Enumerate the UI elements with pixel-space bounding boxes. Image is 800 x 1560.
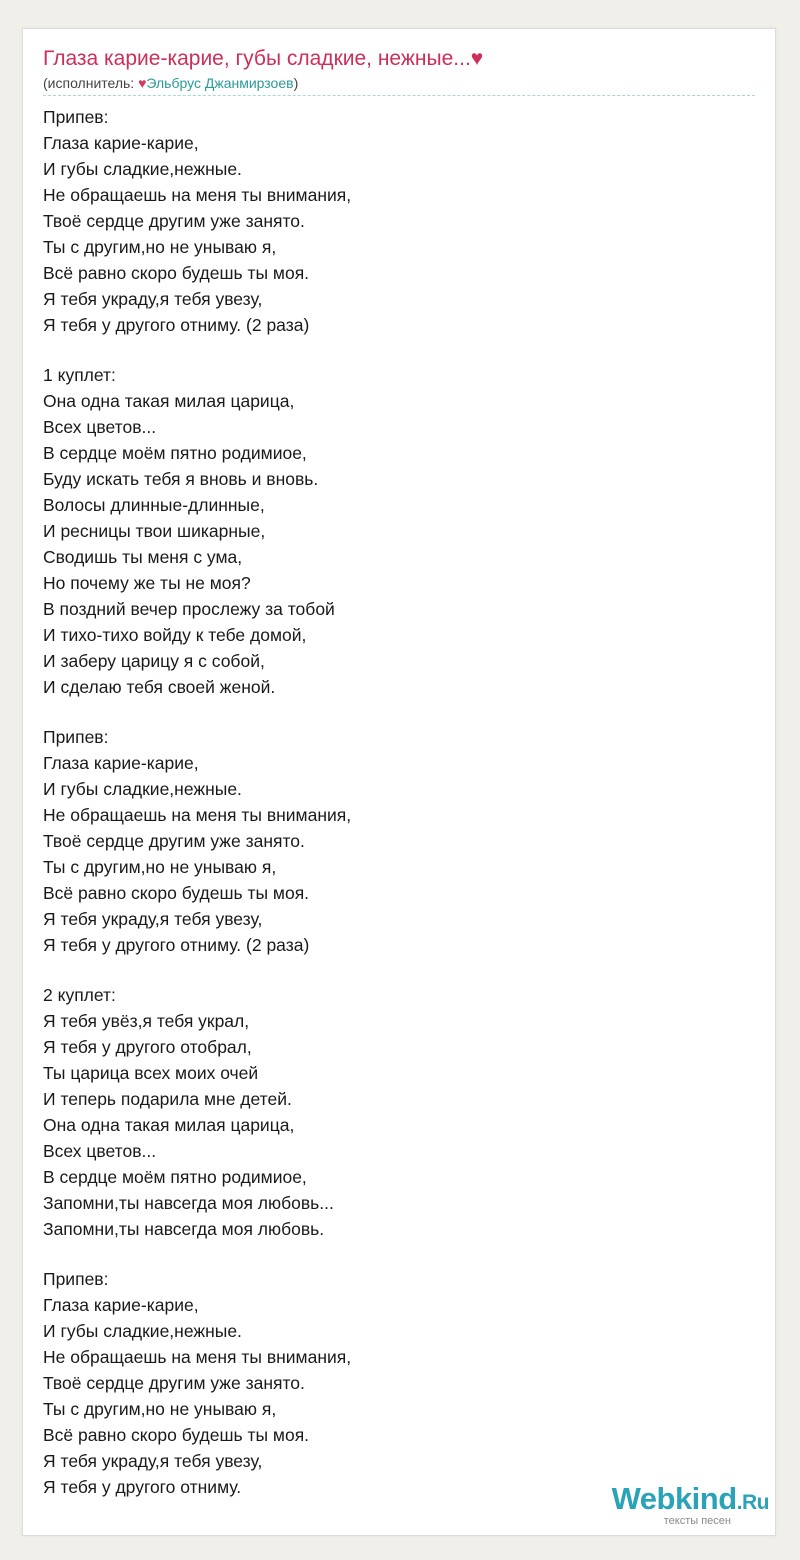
lyric-line: В сердце моём пятно родимиое,: [43, 443, 307, 463]
lyric-line: И заберу царицу я с собой,: [43, 651, 265, 671]
lyric-line: Я тебя у другого отниму. (2 раза): [43, 315, 310, 335]
lyric-line: Я тебя у другого отобрал,: [43, 1037, 252, 1057]
lyric-line: 2 куплет:: [43, 985, 116, 1005]
lyric-line: Я тебя у другого отниму. (2 раза): [43, 935, 310, 955]
lyrics-card: [22, 28, 776, 1536]
lyric-line: И ресницы твои шикарные,: [43, 521, 266, 541]
lyric-line: Глаза карие-карие,: [43, 133, 199, 153]
lyric-line: Твоё сердце другим уже занято.: [43, 831, 305, 851]
lyric-line: Ты царица всех моих очей: [43, 1063, 259, 1083]
logo-tagline: тексты песен: [663, 1515, 731, 1527]
lyric-line: Не обращаешь на меня ты внимания,: [43, 185, 352, 205]
lyric-line: Сводишь ты меня с ума,: [43, 547, 243, 567]
lyric-line: И сделаю тебя своей женой.: [43, 677, 276, 697]
lyric-line: 1 куплет:: [43, 365, 116, 385]
lyric-line: Ты с другим,но не унываю я,: [43, 857, 277, 877]
lyric-line: Глаза карие-карие,: [43, 1295, 199, 1315]
lyric-line: Всё равно скоро будешь ты моя.: [43, 1425, 310, 1445]
lyric-line: Припев:: [43, 1269, 109, 1289]
lyric-line: Я тебя украду,я тебя увезу,: [43, 289, 263, 309]
lyric-line: Не обращаешь на меня ты внимания,: [43, 805, 352, 825]
lyric-line: И губы сладкие,нежные.: [43, 779, 242, 799]
lyric-line: Всё равно скоро будешь ты моя.: [43, 263, 310, 283]
lyric-line: И губы сладкие,нежные.: [43, 1321, 242, 1341]
lyric-line: Я тебя украду,я тебя увезу,: [43, 909, 263, 929]
lyric-line: Волосы длинные-длинные,: [43, 495, 265, 515]
lyric-line: Припев:: [43, 107, 109, 127]
stanza: [43, 982, 351, 1242]
heart-icon: ♥: [138, 75, 147, 91]
lyric-line: Всех цветов...: [43, 417, 157, 437]
lyric-line: Не обращаешь на меня ты внимания,: [43, 1347, 352, 1367]
lyric-line: Я тебя увёз,я тебя украл,: [43, 1011, 250, 1031]
lyric-line: Запомни,ты навсегда моя любовь.: [43, 1219, 325, 1239]
lyric-line: Твоё сердце другим уже занято.: [43, 1373, 305, 1393]
lyric-line: Глаза карие-карие,: [43, 753, 199, 773]
lyric-line: Ты с другим,но не унываю я,: [43, 237, 277, 257]
song-title: Глаза карие-карие, губы сладкие, нежные...♥: [43, 47, 484, 70]
lyric-line: Я тебя у другого отниму.: [43, 1477, 242, 1497]
stanza: [43, 362, 351, 700]
lyric-line: И тихо-тихо войду к тебе домой,: [43, 625, 307, 645]
lyric-line: Всех цветов...: [43, 1141, 157, 1161]
artist-link[interactable]: Эльбрус Джанмирзоев: [146, 75, 294, 91]
artist-line: [43, 75, 298, 91]
lyric-line: И теперь подарила мне детей.: [43, 1089, 292, 1109]
webkind-logo: [611, 1481, 769, 1527]
title-divider: [43, 95, 755, 96]
stanza: [43, 724, 351, 958]
lyric-line: И губы сладкие,нежные.: [43, 159, 242, 179]
lyric-line: Буду искать тебя я вновь и вновь.: [43, 469, 319, 489]
logo-brand: Webkind: [611, 1481, 737, 1516]
logo-tld: .Ru: [736, 1491, 769, 1514]
lyric-line: Но почему же ты не моя?: [43, 573, 251, 593]
lyric-line: Она одна такая милая царица,: [43, 391, 295, 411]
lyric-line: В поздний вечер прослежу за тобой: [43, 599, 335, 619]
lyric-line: Я тебя украду,я тебя увезу,: [43, 1451, 263, 1471]
stanza: [43, 1266, 351, 1500]
lyric-line: Ты с другим,но не унываю я,: [43, 1399, 277, 1419]
stanza: [43, 104, 351, 338]
lyric-line: В сердце моём пятно родимиое,: [43, 1167, 307, 1187]
artist-suffix: ): [293, 75, 299, 91]
lyric-line: Запомни,ты навсегда моя любовь...: [43, 1193, 334, 1213]
lyric-line: Твоё сердце другим уже занято.: [43, 211, 305, 231]
artist-prefix: (исполнитель:: [43, 75, 139, 91]
lyric-line: Всё равно скоро будешь ты моя.: [43, 883, 310, 903]
lyric-line: Припев:: [43, 727, 109, 747]
lyric-line: Она одна такая милая царица,: [43, 1115, 295, 1135]
lyrics-body: [43, 104, 351, 1524]
